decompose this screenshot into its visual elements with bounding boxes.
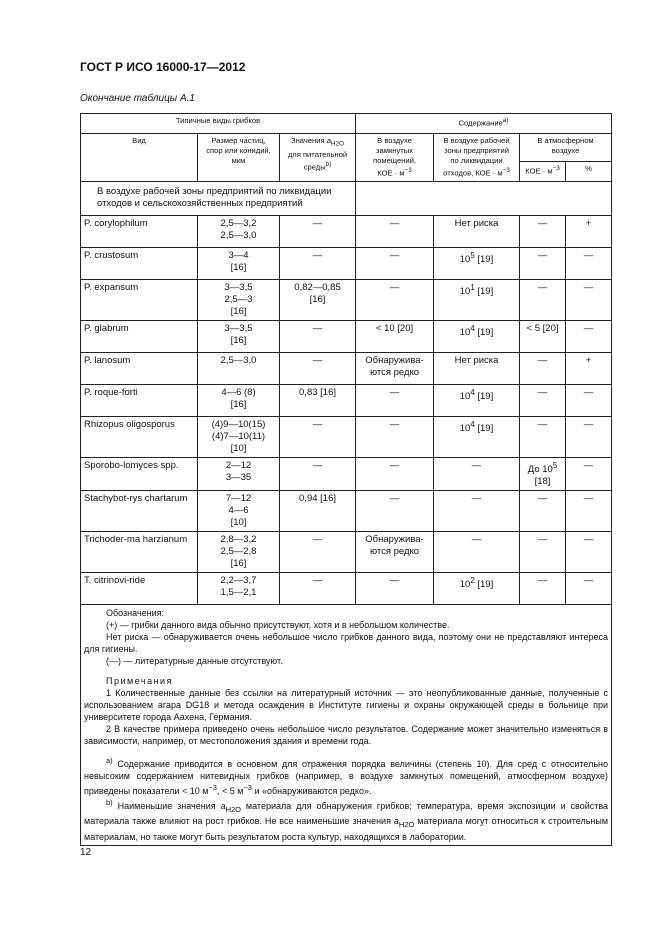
atmospheric-koe: < 5 [20] [520,320,566,352]
table-row [81,247,612,279]
atmospheric-percent: — [566,384,612,416]
footnote-b: $^{b)}$ Наименьшие значения $a_{H2O}$ материала для обнаружения грибков; температура, время экспозиции и свойства материала также влияют на рост грибков. Не все наименьшие значения $a_{H2O}$ материала могут относиться к строительным материалам, но также могут быть результатом роста культур, находящихся в лаборатории. [84,797,609,843]
header-indoor: В воздухе замкнутых помещений, КОЕ · $м^{-3}$ [356,134,434,182]
aw-value: 0,82—0,85 [16] [280,279,356,320]
workplace-content: $10^5$ [19] [434,247,520,279]
table-row [81,215,612,247]
footnote-a: $^{a)}$ Содержание приводится в основном для отражения порядка величины (степень 10). Для сред с относительно невысоким содержанием нитевидных грибков (например, в воздухе замкнутых помещений, атмосферном воздухе) приведены показатели < 10 $м^{-3}$, < 5 $м^{-3}$ и «обнаруживаются редко». [84,755,609,796]
aw-value: 0,83 [16] [280,384,356,416]
atmospheric-percent: — [566,572,612,604]
aw-value: 0,94 [16] [280,490,356,531]
indoor-content: — [356,416,434,457]
particle-size: 2,5—3,2 2,5—3,0 [198,215,280,247]
table-row [81,384,612,416]
indoor-content: < 10 [20] [356,320,434,352]
workplace-content: Нет риска [434,352,520,384]
header-size: Размер частиц, спор или конидий, мкм [198,134,280,182]
workplace-content: Нет риска [434,215,520,247]
particle-size: 2—12 3—35 [198,457,280,490]
document-title: ГОСТ Р ИСО 16000-17—2012 [80,60,246,74]
header-workplace: В воздухе рабочей зоны предприятий по ликвидации отходов, КОЕ · $м^{-3}$ [434,134,520,182]
atmospheric-koe: — [520,572,566,604]
atmospheric-koe: — [520,490,566,531]
aw-value: — [280,457,356,490]
table-row [81,572,612,604]
indoor-content: — [356,490,434,531]
atmospheric-koe: — [520,279,566,320]
workplace-content: — [434,531,520,572]
atmospheric-koe: — [520,384,566,416]
workplace-content: $10^4$ [19] [434,416,520,457]
aw-value: — [280,416,356,457]
workplace-content: $10^4$ [19] [434,320,520,352]
workplace-content: $10^1$ [19] [434,279,520,320]
atmospheric-koe: — [520,247,566,279]
table-row [81,352,612,384]
indoor-content: Обнаружива- ются редко [356,352,434,384]
species-name: Sporobo-lomyces spp. [81,457,198,490]
section-title: В воздухе рабочей зоны предприятий по ликвидации отходов и сельскохозяйственных предприятий [81,181,356,215]
atmospheric-percent: — [566,247,612,279]
species-name: Rhizopus oligosporus [81,416,198,457]
particle-size: 3—3,5 2,5—3 [16] [198,279,280,320]
table-notes [81,604,612,846]
legend-norisk: Нет риска — обнаруживается очень небольшое число грибков данного вида, поэтому они не представляют интереса для гигиены. [84,631,609,654]
indoor-content: — [356,384,434,416]
atmospheric-koe: — [520,416,566,457]
workplace-content: — [434,490,520,531]
table-row [81,457,612,490]
particle-size: 2,5—3,0 [198,352,280,384]
aw-value: — [280,352,356,384]
section-empty [356,181,612,215]
species-name: P. glabrum [81,320,198,352]
table-row [81,416,612,457]
aw-value: — [280,247,356,279]
atmospheric-percent: — [566,531,612,572]
species-name: T. citrinovi-ride [81,572,198,604]
particle-size: 3—3,5 [16] [198,320,280,352]
particle-size: 7—12 4—6 [10] [198,490,280,531]
legend-title: Обозначения: [106,607,165,618]
indoor-content: Обнаружива- ются редко [356,531,434,572]
atmospheric-percent: + [566,352,612,384]
indoor-content: — [356,247,434,279]
atmospheric-percent: + [566,215,612,247]
legend-dash: (—) — литературные данные отсутствуют. [106,655,283,666]
header-content-group: Содержание$^{a)}$ [356,114,612,134]
atmospheric-percent: — [566,457,612,490]
particle-size: 3—4 [16] [198,247,280,279]
species-name: P. corylophilum [81,215,198,247]
fungi-table [80,113,612,846]
atmospheric-koe: — [520,215,566,247]
particle-size: 2,2—3,7 1,5—2,1 [198,572,280,604]
workplace-content: $10^2$ [19] [434,572,520,604]
header-atmospheric: В атмосферном воздухе [520,134,612,162]
indoor-content: — [356,457,434,490]
note-1: 1 Количественные данные без ссылки на литературный источник — это неопубликованные данные, полученные с использованием агара DG18 и метода осаждения в Институте гигиены и охраны окружающей среды в больнице при университете города Аахена, Германия. [84,687,609,722]
species-name: P. crustosum [81,247,198,279]
species-name: P. roque-forti [81,384,198,416]
header-aw: Значения $a_{H2O}$ для питательной среды$^{b)}$ [280,134,356,182]
table-row [81,490,612,531]
table-row [81,279,612,320]
atmospheric-koe: До $10^5$ [18] [520,457,566,490]
note-2: 2 В качестве примера приведено очень небольшое число результатов. Содержание может значительно изменяться в зависимости, например, от местоположения здания и времени года. [84,723,609,746]
aw-value: — [280,531,356,572]
atmospheric-percent: — [566,416,612,457]
aw-value: — [280,320,356,352]
indoor-content: — [356,215,434,247]
atmospheric-percent: — [566,320,612,352]
aw-value: — [280,572,356,604]
atmospheric-koe: — [520,531,566,572]
species-name: P. lanosum [81,352,198,384]
header-species: Вид [81,134,198,182]
species-name: P. expansum [81,279,198,320]
aw-value: — [280,215,356,247]
table-caption: Окончание таблицы А.1 [80,93,195,104]
legend-plus: (+) — грибки данного вида обычно присутствуют, хотя и в небольшом количестве. [106,619,450,630]
particle-size: 4—6 (8) [16] [198,384,280,416]
header-fungi-group: Типичные виды грибков [81,114,356,134]
species-name: Trichoder-ma harzianum [81,531,198,572]
atmospheric-percent: — [566,490,612,531]
indoor-content: — [356,279,434,320]
header-atm-koe: КОЕ · $м^{-3}$ [520,161,566,181]
workplace-content: — [434,457,520,490]
table-row [81,531,612,572]
species-name: Stachybot-rys chartarum [81,490,198,531]
header-atm-pct: % [566,161,612,181]
table-row [81,320,612,352]
atmospheric-percent: — [566,279,612,320]
workplace-content: $10^4$ [19] [434,384,520,416]
indoor-content: — [356,572,434,604]
particle-size: (4)9—10(15) (4)7—10(11) [10] [198,416,280,457]
atmospheric-koe: — [520,352,566,384]
page-number: 12 [80,847,92,858]
particle-size: 2,8—3,2 2,5—2,8 [16] [198,531,280,572]
table-body [81,215,612,604]
notes-title: Примечания [106,675,173,686]
